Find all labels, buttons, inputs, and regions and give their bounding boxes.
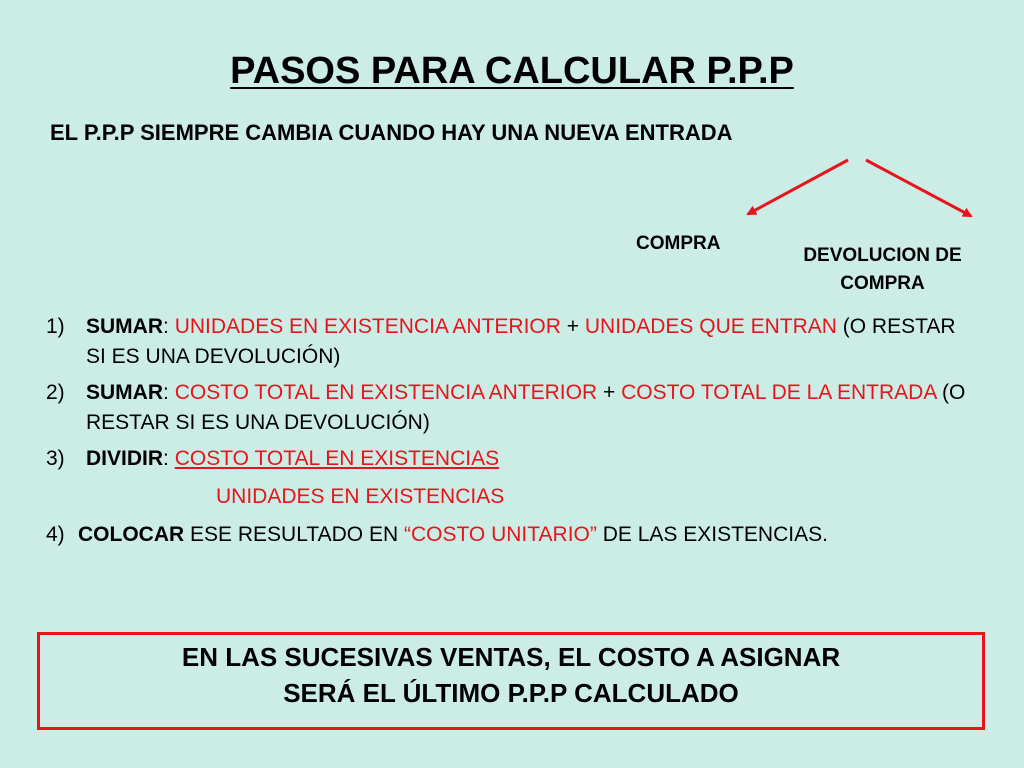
step-verb: DIVIDIR: [86, 447, 164, 470]
branch-compra: COMPRA: [636, 233, 721, 254]
fraction-numerator: COSTO TOTAL EN EXISTENCIAS: [174, 447, 500, 470]
branch-devolucion: DEVOLUCION DE COMPRA: [803, 245, 962, 294]
step-verb: SUMAR: [86, 381, 163, 404]
conclusion-line-2: SERÁ EL ÚLTIMO P.P.P CALCULADO: [283, 678, 739, 708]
steps-list: [46, 312, 966, 556]
subtitle: EL P.P.P SIEMPRE CAMBIA CUANDO HAY UNA NUEVA ENTRADA: [50, 120, 733, 145]
step-2: 2) SUMAR: COSTO TOTAL EN EXISTENCIA ANTERIOR + COSTO TOTAL DE LA ENTRADA (O RESTAR SI ES UNA DEVOLUCIÓN): [46, 381, 966, 434]
arrow-left: [748, 160, 848, 214]
step-verb: SUMAR: [86, 315, 163, 338]
arrow-right: [866, 160, 971, 216]
step-3: 3) DIVIDIR: COSTO TOTAL EN EXISTENCIAS: [46, 447, 500, 470]
fraction-denominator: UNIDADES EN EXISTENCIAS: [216, 485, 505, 508]
step-4: 4) COLOCAR ESE RESULTADO EN “COSTO UNITARIO” DE LAS EXISTENCIAS.: [46, 523, 828, 546]
step-1: 1) SUMAR: UNIDADES EN EXISTENCIA ANTERIOR + UNIDADES QUE ENTRAN (O RESTAR SI ES UNA DEVOLUCIÓN): [46, 315, 956, 368]
conclusion-line-1: EN LAS SUCESIVAS VENTAS, EL COSTO A ASIGNAR: [181, 642, 841, 672]
step-verb: COLOCAR: [78, 523, 185, 546]
page-title: PASOS PARA CALCULAR P.P.P: [230, 50, 794, 92]
conclusion-box: [37, 632, 985, 730]
